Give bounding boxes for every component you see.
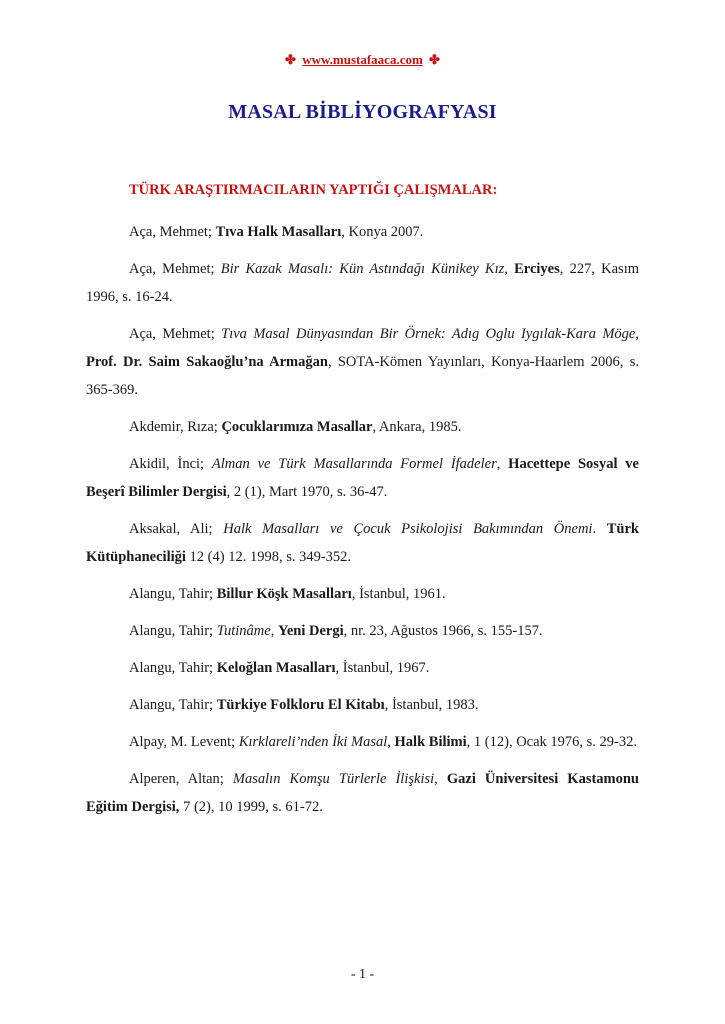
entry-details: , 1 (12), Ocak 1976, s. 29-32. (466, 734, 638, 750)
ornament-left-icon: ✤ (285, 52, 296, 67)
bibliography-entry: Akidil, İnci; Alman ve Türk Masallarında Formel İfadeler, Hacettepe Sosyal ve Beşerî Bilimler Dergisi, 2 (1), Mart 1970, s. 36-47. (86, 456, 639, 500)
entry-details: , 2 (1), Mart 1970, s. 36-47. (226, 484, 388, 500)
entry-details: , Konya 2007. (341, 224, 424, 240)
entry-title: Türkiye Folkloru El Kitabı (216, 697, 385, 713)
entry-author: Alangu, Tahir; (129, 697, 217, 713)
entry-details: , 227, Kasım 1996, s. 16-24. (86, 261, 640, 305)
entry-title: Çocuklarımıza Masallar (221, 419, 373, 435)
entry-author: Aça, Mehmet; (129, 326, 222, 342)
bibliography-entry (86, 765, 639, 821)
entry-title: Türk Kütüphaneciliği (86, 521, 640, 565)
entry-details: , Ankara, 1985. (372, 419, 462, 435)
entry-title: Keloğlan Masalları (216, 660, 336, 676)
entry-article-title: Halk Masalları ve Çocuk Psikolojisi Bakımından Önemi (223, 521, 593, 537)
bibliography-entry (86, 320, 639, 404)
entry-article-title: Alman ve Türk Masallarında Formel İfadeler (211, 456, 497, 472)
entry-details: , İstanbul, 1961. (351, 586, 446, 602)
entry-article-title: Tıva Masal Dünyasından Bir Örnek: Adıg Oglu Iygılak-Kara Möge, (221, 326, 639, 342)
entry-author: Alpay, M. Levent; (129, 734, 239, 750)
bibliography-entry (86, 654, 639, 682)
entry-title: Tıva Halk Masalları (215, 224, 342, 240)
entry-title: Prof. Dr. Saim Sakaoğlu’na Armağan (86, 354, 328, 370)
page-number: - 1 - (350, 967, 375, 982)
entry-author: Alangu, Tahir; (129, 660, 217, 676)
entry-title: Erciyes (514, 261, 560, 277)
entry-details: , nr. 23, Ağustos 1966, s. 155-157. (343, 623, 543, 639)
entry-title: Yeni Dergi (277, 623, 344, 639)
page-title: MASAL BİBLİYOGRAFYASI (228, 101, 497, 123)
bibliography-list (86, 218, 639, 830)
bibliography-entry: Aksakal, Ali; Halk Masalları ve Çocuk Psikolojisi Bakımından Önemi. Türk Kütüphaneciliği 12 (4) 12. 1998, s. 349-352. (86, 521, 640, 565)
section-heading: TÜRK ARAŞTIRMACILARIN YAPTIĞI ÇALIŞMALAR: (129, 182, 498, 198)
entry-article-title: Kırklareli’nden İki Masal (238, 734, 388, 750)
entry-article-title: Masalın Komşu Türlerle İlişkisi, (232, 771, 438, 787)
entry-author: Aça, Mehmet; (129, 224, 216, 240)
entry-title: Hacettepe Sosyal ve Beşerî Bilimler Dergisi (86, 456, 639, 500)
entry-author: Aça, Mehmet; (129, 261, 221, 277)
entry-details: , İstanbul, 1983. (384, 697, 479, 713)
bibliography-entry (86, 218, 639, 246)
bibliography-entry: Aça, Mehmet; Bir Kazak Masalı: Kün Astındağı Künikey Kız, Erciyes, 227, Kasım 1996, s. 16-24. (86, 261, 640, 305)
entry-article-title: Tutinâme (216, 623, 271, 639)
bibliography-entry: Alangu, Tahir; Tutinâme, Yeni Dergi, nr. 23, Ağustos 1966, s. 155-157. (129, 623, 543, 639)
entry-article-title: Bir Kazak Masalı: Kün Astındağı Künikey Kız (220, 261, 505, 277)
entry-details: , SOTA-Kömen Yayınları, Konya-Haarlem 2006, s. 365-369. (86, 354, 639, 398)
site-header (0, 52, 725, 68)
entry-title: Billur Köşk Masalları (216, 586, 352, 602)
entry-details: 7 (2), 10 1999, s. 61-72. (179, 799, 323, 815)
entry-author: Akidil, İnci; (129, 456, 212, 472)
entry-author: Alperen, Altan; (129, 771, 233, 787)
entry-author: Aksakal, Ali; (129, 521, 224, 537)
entry-details: , İstanbul, 1967. (335, 660, 430, 676)
entry-title: Gazi Üniversitesi Kastamonu Eğitim Dergisi, (86, 771, 639, 815)
bibliography-entry (86, 691, 639, 719)
bibliography-entry (86, 580, 639, 608)
bibliography-entry: Alpay, M. Levent; Kırklareli’nden İki Masal, Halk Bilimi, 1 (12), Ocak 1976, s. 29-32. (129, 734, 638, 750)
ornament-right-icon: ✤ (429, 52, 440, 67)
entry-details: 12 (4) 12. 1998, s. 349-352. (185, 549, 352, 565)
entry-author: Alangu, Tahir; (129, 623, 217, 639)
entry-author: Akdemir, Rıza; (129, 419, 222, 435)
entry-author: Alangu, Tahir; (129, 586, 217, 602)
bibliography-entry (86, 413, 639, 441)
entry-title: Halk Bilimi (394, 734, 467, 750)
site-link[interactable]: www.mustafaaca.com (302, 52, 423, 67)
